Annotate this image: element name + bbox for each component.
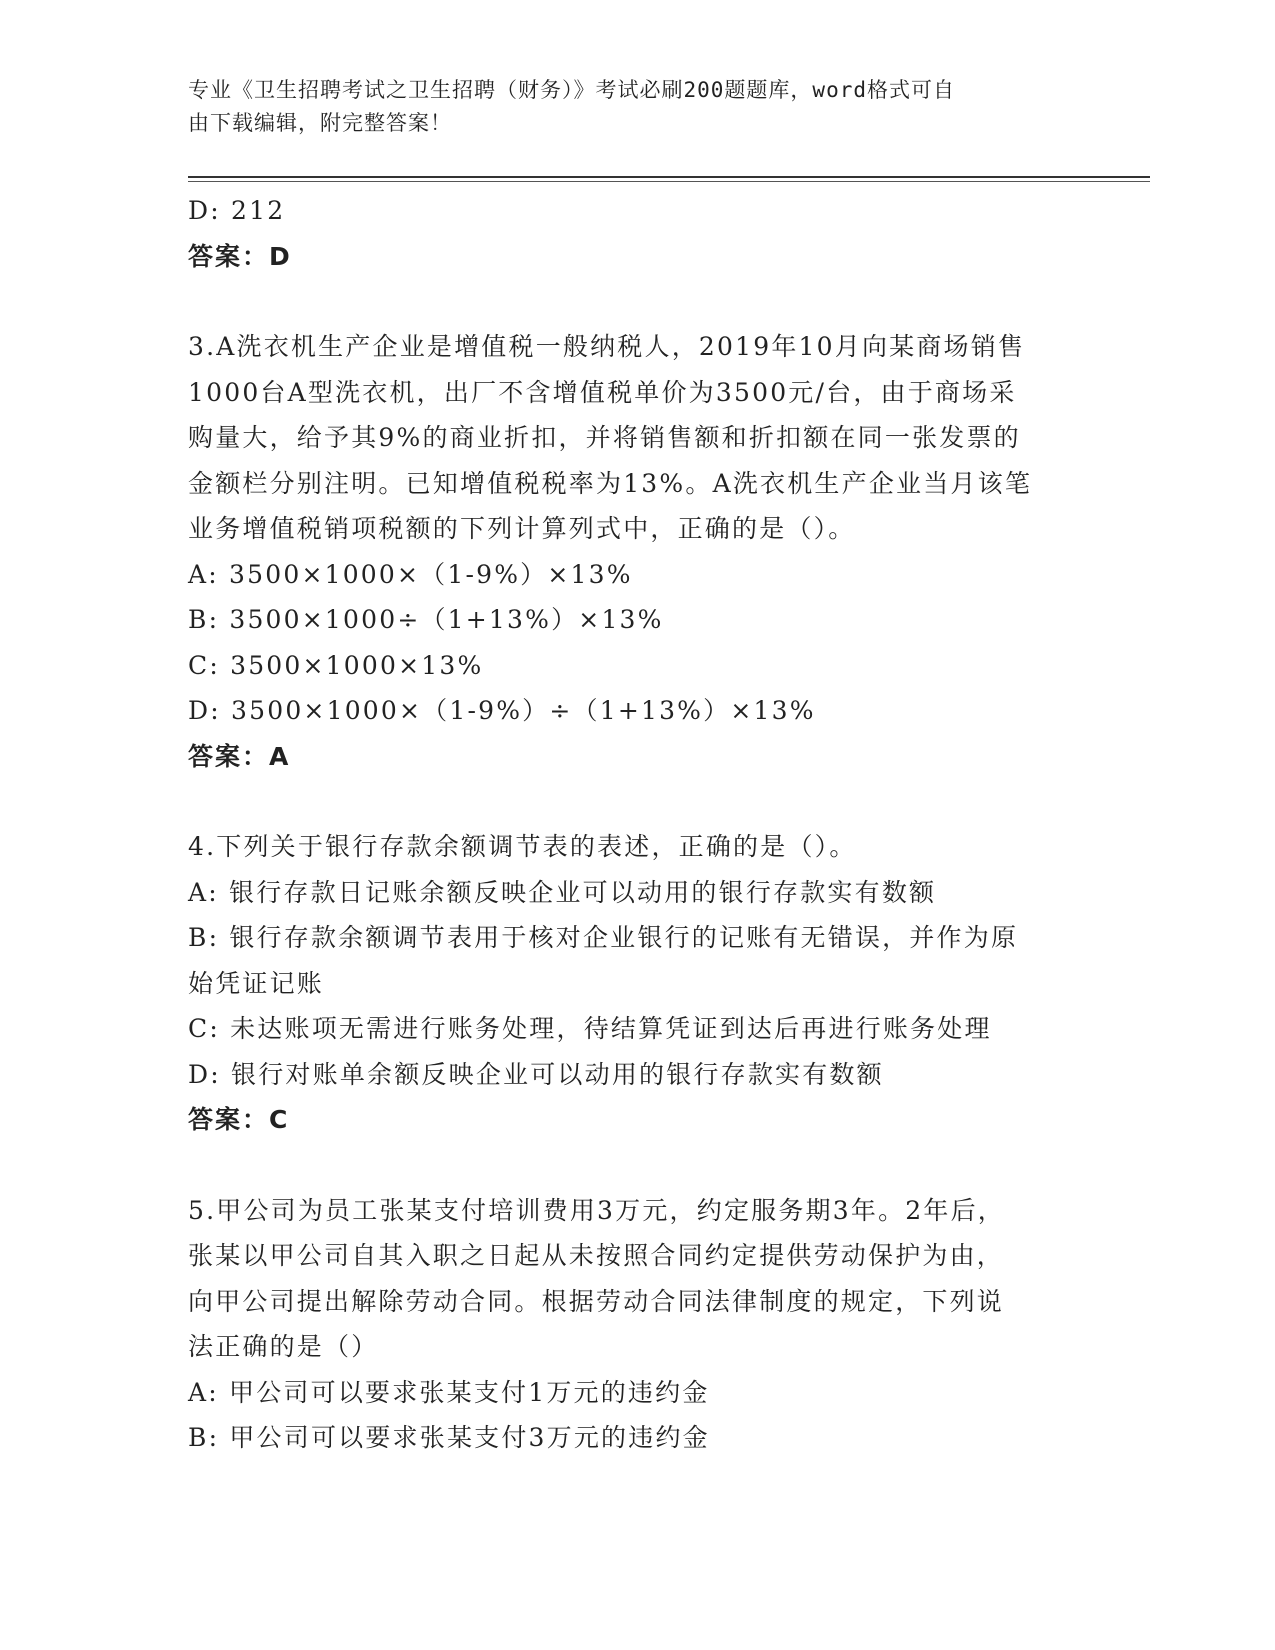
question-stem-line: 5.甲公司为员工张某支付培训费用3万元，约定服务期3年。2年后，	[188, 1195, 1005, 1225]
header-rule-thick	[188, 176, 1150, 178]
header-line-1: 专业《卫生招聘考试之卫生招聘（财务）》考试必刷200题题库，word格式可自	[188, 78, 955, 102]
spacer	[188, 1143, 1088, 1188]
answer-line: 答案：A	[188, 741, 291, 771]
option-a: A: 3500×1000×（1-9%）×13%	[188, 559, 633, 589]
question-stem-line: 业务增值税销项税额的下列计算列式中，正确的是（）。	[188, 514, 856, 543]
answer-line: 答案：C	[188, 1105, 290, 1134]
option-a: A: 银行存款日记账余额反映企业可以动用的银行存款实有数额	[188, 877, 937, 907]
option-b-continued: 始凭证记账	[188, 968, 325, 998]
question-2-tail	[188, 188, 1088, 279]
option-d: D: 212	[188, 196, 286, 225]
question-stem-line: 法正确的是（）	[188, 1332, 379, 1361]
question-stem-line: 1000台A型洗衣机，出厂不含增值税单价为3500元/台，由于商场采	[188, 377, 1017, 407]
header-rule-thin	[188, 181, 1150, 182]
option-b: B: 银行存款余额调节表用于核对企业银行的记账有无错误，并作为原	[188, 923, 1019, 952]
page-header	[188, 74, 1088, 140]
header-line-2: 由下载编辑，附完整答案！	[188, 111, 452, 135]
question-4	[188, 824, 1088, 1143]
question-stem-line: 张某以甲公司自其入职之日起从未按照合同约定提供劳动保护为由，	[188, 1241, 1005, 1270]
spacer	[188, 779, 1088, 824]
answer-line: 答案：D	[188, 241, 292, 271]
question-3	[188, 324, 1088, 779]
option-d: D: 3500×1000×（1-9%）÷（1+13%）×13%	[188, 696, 816, 725]
question-5	[188, 1188, 1088, 1461]
question-stem-line: 购量大，给予其9%的商业折扣，并将销售额和折扣额在同一张发票的	[188, 423, 1021, 452]
option-a: A: 甲公司可以要求张某支付1万元的违约金	[188, 1377, 710, 1407]
option-d: D: 银行对账单余额反映企业可以动用的银行存款实有数额	[188, 1059, 884, 1089]
option-b: B: 3500×1000÷（1+13%）×13%	[188, 605, 664, 634]
document-body	[188, 188, 1088, 1461]
spacer	[188, 279, 1088, 324]
option-c: C: 3500×1000×13%	[188, 650, 484, 680]
question-stem-line: 3.A洗衣机生产企业是增值税一般纳税人，2019年10月向某商场销售	[188, 332, 1026, 361]
question-stem-line: 金额栏分别注明。已知增值税税率为13%。A洗衣机生产企业当月该笔	[188, 468, 1033, 498]
question-stem-line: 4.下列关于银行存款余额调节表的表述，正确的是（）。	[188, 832, 857, 861]
option-c: C: 未达账项无需进行账务处理，待结算凭证到达后再进行账务处理	[188, 1014, 992, 1043]
question-stem-line: 向甲公司提出解除劳动合同。根据劳动合同法律制度的规定，下列说	[188, 1286, 1005, 1316]
option-b: B: 甲公司可以要求张某支付3万元的违约金	[188, 1423, 710, 1452]
